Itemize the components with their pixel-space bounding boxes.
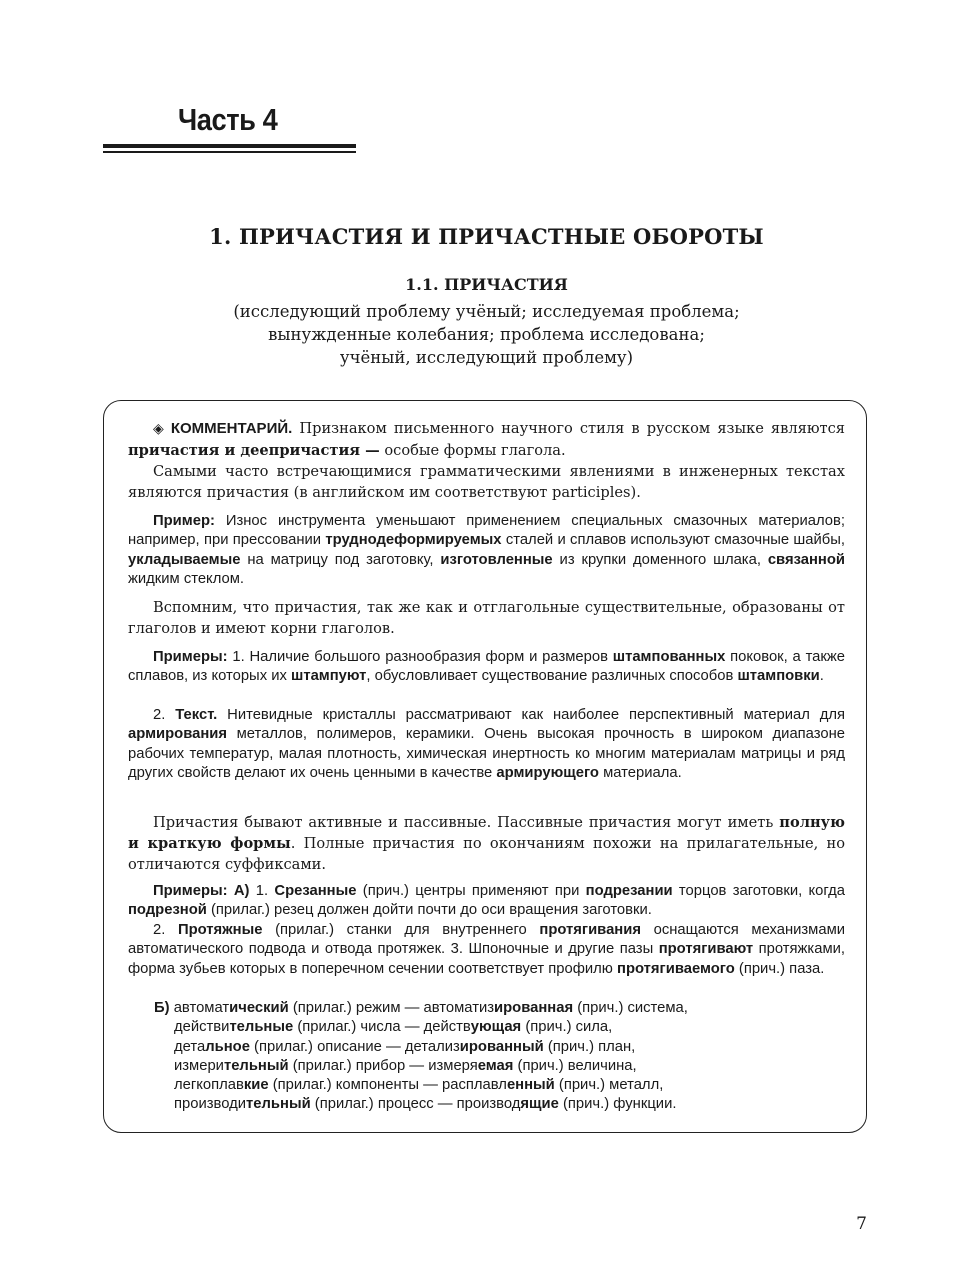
term-bold: полную и краткую формы bbox=[128, 814, 845, 852]
text: на матрицу под заготовку, bbox=[240, 551, 441, 568]
text: Признаком письменного научного стиля в русском языке являются bbox=[292, 420, 845, 437]
list-item bbox=[154, 999, 688, 1018]
text: торцов заготовки, когда bbox=[672, 883, 846, 899]
text: сталей и сплавов используют смазочные шайбы, bbox=[501, 532, 845, 549]
term-bold: штампованных bbox=[612, 649, 726, 665]
text: жидким стеклом. bbox=[128, 570, 245, 587]
example-3 bbox=[128, 706, 845, 783]
term-bold: укладываемые bbox=[128, 551, 241, 568]
subtitle-line: вынужденные колебания; проблема исследована; bbox=[268, 325, 705, 344]
example-5 bbox=[128, 921, 845, 979]
text: (прич.) паза. bbox=[734, 960, 825, 977]
suffix-bold: тельный bbox=[246, 1096, 311, 1113]
subtitle-line: учёный, исследующий проблему) bbox=[339, 348, 634, 367]
subtitle-examples bbox=[0, 300, 973, 369]
text: протяжками, форма зубьев которых в поперечном сечении соответствует профилю bbox=[128, 941, 846, 977]
text: (прич.) величина, bbox=[513, 1057, 637, 1074]
term-bold: подрезной bbox=[128, 902, 207, 919]
text: (прич.) металл, bbox=[554, 1077, 664, 1094]
term-bold: Протяжные bbox=[177, 922, 263, 938]
term-bold: связанной bbox=[767, 551, 845, 568]
list-item bbox=[154, 1018, 688, 1037]
list-item bbox=[154, 1076, 688, 1095]
term-bold: армирующего bbox=[496, 764, 599, 781]
suffix-bold: енный bbox=[506, 1077, 555, 1094]
list-item bbox=[154, 1095, 688, 1114]
text: поковок, а также сплавов, из которых их bbox=[128, 649, 846, 685]
part-title: Часть 4 bbox=[178, 102, 278, 137]
text: производи bbox=[174, 1096, 247, 1113]
example-4 bbox=[128, 882, 845, 921]
suffix-bold: ированная bbox=[494, 1000, 574, 1016]
comment-label: КОММЕНТАРИЙ. bbox=[170, 420, 293, 437]
text: (прич.) система, bbox=[573, 1000, 688, 1016]
list-item bbox=[154, 1038, 688, 1057]
text: особые формы глагола. bbox=[379, 442, 566, 459]
term-bold: протягивают bbox=[658, 941, 754, 958]
term-bold: изготовленные bbox=[440, 551, 553, 568]
text: . bbox=[819, 668, 824, 685]
term-bold: штампуют bbox=[290, 668, 367, 685]
text: легкоплав bbox=[174, 1077, 244, 1094]
subsection-title: 1.1. ПРИЧАСТИЯ bbox=[405, 275, 568, 294]
example-label: Текст. bbox=[175, 707, 218, 723]
suffix-bold: ующая bbox=[470, 1019, 522, 1036]
suffix-bold: ящие bbox=[520, 1096, 559, 1113]
example-b-list bbox=[154, 999, 688, 1115]
text: (прилаг.) режим — автоматиз bbox=[288, 1000, 495, 1016]
text: (прич.) функции. bbox=[558, 1096, 677, 1113]
text: . Полные причастия по окончаниям похожи на прилагательные, но отличаются суффиксами. bbox=[128, 835, 845, 873]
example-1 bbox=[128, 512, 845, 589]
text: из крупки доменного шлака, bbox=[552, 551, 768, 568]
term-bold: армирования bbox=[128, 726, 227, 743]
text: Нитевидные кристаллы рассматривают как наиболее перспективный материал для bbox=[217, 707, 846, 723]
text: (прилаг.) прибор — измеря bbox=[288, 1057, 478, 1074]
comment-paragraph-1 bbox=[128, 418, 845, 461]
example-2 bbox=[128, 648, 845, 687]
term-bold: труднодеформируемых bbox=[325, 532, 502, 549]
text: (прич.) центры применяют при bbox=[356, 883, 586, 899]
suffix-bold: кие bbox=[243, 1077, 269, 1094]
text: 1. Наличие большого разнообразия форм и размеров bbox=[227, 649, 613, 665]
comment-paragraph-3: Вспомним, что причастия, так же как и отглагольные существительные, образованы от глаголов и имеют корни глаголов. bbox=[128, 599, 845, 637]
diamond-icon: ◈ bbox=[153, 421, 164, 437]
text: , обусловливает существование различных способов bbox=[366, 668, 738, 685]
list-item bbox=[154, 1057, 688, 1076]
text: Причастия бывают активные и пассивные. Пассивные причастия могут иметь bbox=[153, 814, 780, 831]
suffix-bold: ированный bbox=[459, 1038, 544, 1055]
suffix-bold: тельные bbox=[229, 1019, 294, 1036]
term-bold: протягиваемого bbox=[617, 960, 735, 977]
term-bold: штамповки bbox=[737, 668, 820, 685]
text: 2. bbox=[153, 922, 178, 938]
term-bold: подрезании bbox=[585, 883, 673, 899]
part-title-rule-thin bbox=[103, 151, 356, 153]
text: (прилаг.) описание — детализ bbox=[249, 1038, 460, 1055]
text: материала. bbox=[598, 764, 682, 781]
text: автомат bbox=[169, 1000, 230, 1016]
example-label: Примеры: А) bbox=[153, 883, 250, 899]
text: (прилаг.) станки для внутреннего bbox=[262, 922, 540, 938]
suffix-bold: ический bbox=[229, 1000, 289, 1016]
term-bold: Срезанные bbox=[274, 883, 357, 899]
text: (прилаг.) компоненты — расплавл bbox=[268, 1077, 507, 1094]
example-label: Б) bbox=[154, 1000, 170, 1016]
text: (прилаг.) резец должен дойти почти до оси вращения заготовки. bbox=[206, 902, 652, 919]
text: 2. bbox=[153, 707, 176, 723]
term-bold: причастия и деепричастия — bbox=[128, 442, 380, 459]
part-title-rule-thick bbox=[103, 144, 356, 148]
term-bold: протягивания bbox=[539, 922, 641, 938]
comment-paragraph-2: Самыми часто встречающимися грамматическими явлениями в инженерных текстах являются причастия (в английском им соответствуют participles). bbox=[128, 463, 845, 501]
text: металлов, полимеров, керамики. Очень высокая прочность в широком диапазоне рабочих температур, малая плотность, химическая инертность ко многим материалам матрицы и ряд других свойств делают их очень ценными в качестве bbox=[128, 726, 845, 781]
example-label: Пример: bbox=[153, 513, 215, 529]
comment-paragraph-4 bbox=[128, 812, 845, 875]
text: измери bbox=[174, 1057, 224, 1074]
text: (прич.) сила, bbox=[521, 1019, 613, 1036]
example-label: Примеры: bbox=[153, 649, 228, 665]
text: действи bbox=[174, 1019, 230, 1036]
text: 1. bbox=[249, 883, 275, 899]
subtitle-line: (исследующий проблему учёный; исследуемая проблема; bbox=[233, 302, 740, 321]
text: (прилаг.) процесс — производ bbox=[310, 1096, 521, 1113]
text: дета bbox=[174, 1038, 206, 1055]
suffix-bold: льное bbox=[205, 1038, 250, 1055]
text: Износ инструмента уменьшают применением специальных смазочных материалов; например, при прессовании bbox=[128, 513, 845, 549]
text: (прилаг.) числа — действ bbox=[293, 1019, 471, 1036]
text: (прич.) план, bbox=[543, 1038, 636, 1055]
suffix-bold: тельный bbox=[223, 1057, 289, 1074]
suffix-bold: емая bbox=[477, 1057, 514, 1074]
page-number: 7 bbox=[856, 1214, 867, 1234]
section-title: 1. ПРИЧАСТИЯ И ПРИЧАСТНЫЕ ОБОРОТЫ bbox=[209, 224, 764, 249]
text: оснащаются механизмами автоматического подвода и отвода протяжек. 3. Шпоночные и другие пазы bbox=[128, 922, 846, 958]
